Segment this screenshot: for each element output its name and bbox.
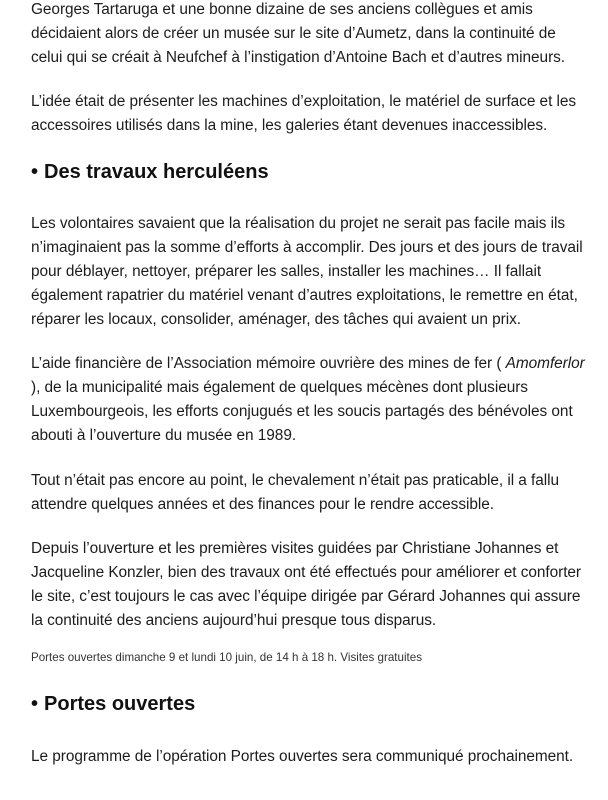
heading-portes-ouvertes [31, 691, 591, 717]
open-days-caption: Portes ouvertes dimanche 9 et lundi 10 juin, de 14 h à 18 h. Visites gratuites [31, 651, 422, 664]
paragraph-guided-visits: Depuis l’ouverture et les premières visites guidées par Christiane Johannes et Jacqueline Konzler, bien des travaux ont été effectués pour améliorer et conforter le site, c’est toujours le cas avec l’équipe dirigée par Gérard Johannes qui assure la continuité des anciens aujourd’hui presque tous disparus. [31, 540, 582, 629]
paragraph-volunteers-work: Les volontaires savaient que la réalisation du projet ne serait pas facile mais ils n’imaginaient pas la somme d’efforts à accomplir. Des jours et des jours de travail pour déblayer, nettoyer, préparer les salles, installer les machines… Il fallait également rapatrier du matériel venant d’autres exploitations, le remettre en état, réparer les locaux, consolider, aménager, des tâches qui avaient un prix. [31, 215, 583, 328]
heading-bullet: • [31, 693, 39, 715]
heading-travaux-herculeens [31, 159, 591, 185]
financial-aid-text-end: ), de la municipalité mais également de quelques mécènes dont plusieurs Luxembourgeois, les efforts conjugués et les soucis partagés des bénévoles ont abouti à l’ouverture du musée en 1989. [31, 379, 573, 444]
association-acronym: Amomferlor [505, 355, 585, 372]
paragraph-headframe: Tout n’était pas encore au point, le chevalement n’était pas praticable, il a fallu attendre quelques années et des finances pour le rendre accessible. [31, 472, 560, 513]
financial-aid-text-start: L’aide financière de l’Association mémoire ouvrière des mines de fer ( [31, 355, 502, 372]
heading-bullet: • [31, 161, 39, 183]
paragraph-programme: Le programme de l’opération Portes ouvertes sera communiqué prochainement. [31, 748, 574, 765]
paragraph-financial-aid [31, 352, 591, 448]
paragraph-museum-founding: Georges Tartaruga et une bonne dizaine de ses anciens collègues et amis décidaient alors de créer un musée sur le site d’Aumetz, dans la continuité de celui qui se créait à Neufchef à l’instigation d’Antoine Bach et d’autres mineurs. [31, 1, 566, 66]
heading-text: Des travaux herculéens [44, 161, 269, 183]
paragraph-museum-purpose: L’idée était de présenter les machines d’exploitation, le matériel de surface et les accessoires utilisés dans la mine, les galeries étant devenues inaccessibles. [31, 93, 577, 134]
article-body [31, 0, 591, 769]
heading-text: Portes ouvertes [44, 693, 196, 715]
